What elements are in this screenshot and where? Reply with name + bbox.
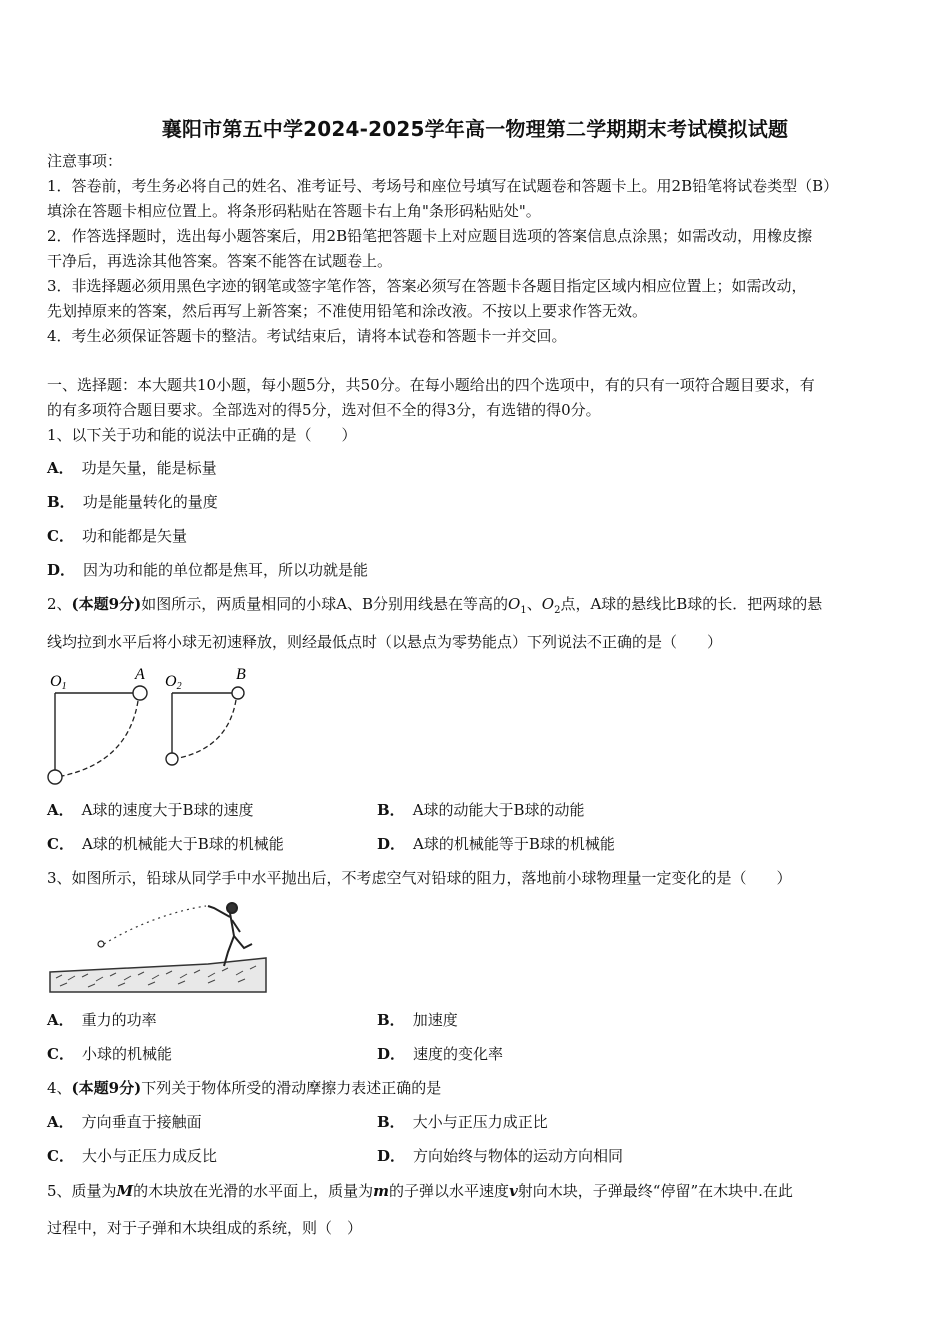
ball-a-bottom — [48, 770, 62, 784]
notice-heading: 注意事项： — [47, 152, 123, 170]
q2-option-a — [47, 800, 254, 820]
arc-b-path — [179, 700, 236, 758]
option-label: B． — [377, 1113, 405, 1131]
option-label: A． — [47, 459, 74, 477]
ball-b-bottom — [166, 753, 178, 765]
shot-ball — [98, 941, 104, 947]
q3-option-b — [377, 1010, 458, 1030]
option-label: C． — [47, 835, 74, 853]
option-text: 功是矢量，能是标量 — [81, 459, 217, 477]
option-text: 加速度 — [412, 1011, 458, 1029]
q2-stem-line-2: 线均拉到水平后将小球无初速释放，则经最低点时（以悬点为零势能点）下列说法不正确的是（ ） — [47, 633, 723, 651]
option-text: 重力的功率 — [81, 1011, 157, 1029]
option-label: B． — [47, 493, 75, 511]
option-label: C． — [47, 1045, 74, 1063]
option-label: D． — [47, 561, 76, 579]
q4-option-c — [47, 1146, 217, 1166]
q5-s1: 5、质量为 — [47, 1182, 117, 1200]
q5-s2: 的木块放在光滑的水平面上，质量为 — [133, 1182, 374, 1200]
notice-line-1: 1．答卷前，考生务必将自己的姓名、准考证号、考场号和座位号填写在试题卷和答题卡上。用2B铅笔将试卷类型（B） — [47, 177, 839, 195]
trajectory-path — [104, 906, 206, 944]
q5-mass-m: m — [373, 1182, 390, 1200]
q4-number: 4、 — [47, 1079, 72, 1097]
q2-sep: 、 — [526, 595, 542, 613]
q3-option-a — [47, 1010, 157, 1030]
q3-stem: 3、如图所示，铅球从同学手中水平抛出后，不考虑空气对铅球的阻力，落地前小球物理量一定变化的是（ ） — [47, 869, 792, 887]
pivot-o2-letter: O — [165, 673, 177, 690]
q1-option-b — [47, 492, 218, 512]
q2-o2: O — [541, 595, 555, 613]
q5-s4: 射向木块，子弹最终“停留”在木块中.在此 — [517, 1182, 793, 1200]
option-text: A球的动能大于B球的动能 — [412, 801, 585, 819]
q4-option-d — [377, 1146, 623, 1166]
option-label: A． — [47, 1011, 74, 1029]
q1-option-d — [47, 560, 368, 580]
athlete-leg-back — [234, 936, 252, 948]
exam-title: 襄阳市第五中学2024-2025学年高一物理第二学期期末考试模拟试题 — [161, 117, 789, 141]
pendulum-b — [165, 666, 246, 765]
q2-o2-sub: 2 — [554, 605, 561, 616]
ground — [50, 958, 266, 992]
q5-s3: 的子弹以水平速度 — [389, 1182, 510, 1200]
pivot-o2-subscript: 2 — [176, 681, 182, 692]
q5-stem-line-1 — [47, 1181, 917, 1201]
q4-stem-text: 下列关于物体所受的滑动摩擦力表述正确的是 — [141, 1079, 442, 1097]
q2-option-c — [47, 834, 284, 854]
q2-pendulum-figure — [40, 662, 260, 787]
pivot-o2-label — [165, 673, 182, 692]
q2-stem-line-1 — [47, 594, 917, 621]
q2-o1-sub: 1 — [520, 605, 527, 616]
option-label: D． — [377, 835, 406, 853]
q4-stem — [47, 1078, 917, 1098]
q1-stem: 1、以下关于功和能的说法中正确的是（ ） — [47, 426, 357, 444]
q5-velocity-v: v — [509, 1182, 518, 1200]
arc-a-path — [62, 701, 138, 776]
section-heading-line-1: 一、选择题：本大题共10小题，每小题5分，共50分。在每小题给出的四个选项中，有的只有一项符合题目要求，有 — [47, 376, 815, 394]
q3-option-d — [377, 1044, 503, 1064]
option-text: 因为功和能的单位都是焦耳，所以功就是能 — [83, 561, 369, 579]
ball-a-start — [133, 686, 147, 700]
option-label: C． — [47, 1147, 74, 1165]
athlete-torso — [230, 913, 234, 936]
q1-option-a — [47, 458, 217, 478]
q2-stem-pre: 如图所示，两质量相同的小球A、B分别用线悬在等高的 — [141, 595, 509, 613]
option-text: 大小与正压力成正比 — [412, 1113, 548, 1131]
option-text: A球的机械能等于B球的机械能 — [413, 835, 615, 853]
q2-o1: O — [508, 595, 521, 613]
q4-option-b — [377, 1112, 548, 1132]
option-label: A． — [47, 1113, 74, 1131]
option-text: 功和能都是矢量 — [81, 527, 187, 545]
q3-shot-put-figure — [48, 898, 268, 998]
q2-stem-post: 点，A球的悬线比B球的长．把两球的悬 — [560, 595, 823, 613]
q3-option-c — [47, 1044, 172, 1064]
option-text: 方向垂直于接触面 — [81, 1113, 202, 1131]
option-label: B． — [377, 1011, 405, 1029]
q2-score-tag: (本题9分) — [71, 595, 142, 613]
option-text: 速度的变化率 — [413, 1045, 504, 1063]
q4-score-tag: (本题9分) — [71, 1079, 142, 1097]
ball-b-start — [232, 687, 244, 699]
pendulum-a — [48, 666, 147, 784]
q1-option-c — [47, 526, 187, 546]
notice-line-2: 填涂在答题卡相应位置上。将条形码粘贴在答题卡右上角"条形码粘贴处"。 — [47, 202, 541, 220]
notice-line-5: 3．非选择题必须用黑色字迹的钢笔或签字笔作答，答案必须写在答题卡各题目指定区域内相应位置上；如需改动， — [47, 277, 807, 295]
notice-line-6: 先划掉原来的答案，然后再写上新答案；不准使用铅笔和涂改液。不按以上要求作答无效。 — [47, 302, 648, 320]
q5-stem-line-2: 过程中，对于子弹和木块组成的系统，则（ ） — [47, 1219, 363, 1237]
q2-option-d — [377, 834, 615, 854]
athlete — [208, 903, 252, 966]
option-label: D． — [377, 1045, 406, 1063]
ball-a-label: A — [135, 666, 145, 683]
option-label: B． — [377, 801, 405, 819]
athlete-head — [227, 903, 237, 913]
pivot-o1-subscript: 1 — [61, 681, 67, 692]
option-text: 大小与正压力成反比 — [81, 1147, 217, 1165]
notice-line-7: 4．考生必须保证答题卡的整洁。考试结束后，请将本试卷和答题卡一并交回。 — [47, 327, 567, 345]
q2-option-b — [377, 800, 585, 820]
option-text: 功是能量转化的量度 — [82, 493, 218, 511]
pivot-o1-label — [50, 673, 67, 692]
notice-line-3: 2．作答选择题时，选出每小题答案后，用2B铅笔把答题卡上对应题目选项的答案信息点涂黑；如需改动，用橡皮擦 — [47, 227, 813, 245]
option-text: 小球的机械能 — [81, 1045, 172, 1063]
ball-b-label: B — [236, 666, 246, 683]
option-text: A球的机械能大于B球的机械能 — [81, 835, 284, 853]
option-label: D． — [377, 1147, 406, 1165]
option-text: A球的速度大于B球的速度 — [81, 801, 254, 819]
q2-number: 2、 — [47, 595, 72, 613]
option-label: C． — [47, 527, 74, 545]
pivot-o1-letter: O — [50, 673, 62, 690]
option-label: A． — [47, 801, 74, 819]
option-text: 方向始终与物体的运动方向相同 — [413, 1147, 624, 1165]
section-heading-line-2: 的有多项符合题目要求。全部选对的得5分，选对但不全的得3分，有选错的得0分。 — [47, 401, 601, 419]
q4-option-a — [47, 1112, 202, 1132]
q5-mass-M: M — [116, 1182, 134, 1200]
notice-line-4: 干净后，再选涂其他答案。答案不能答在试题卷上。 — [47, 252, 393, 270]
